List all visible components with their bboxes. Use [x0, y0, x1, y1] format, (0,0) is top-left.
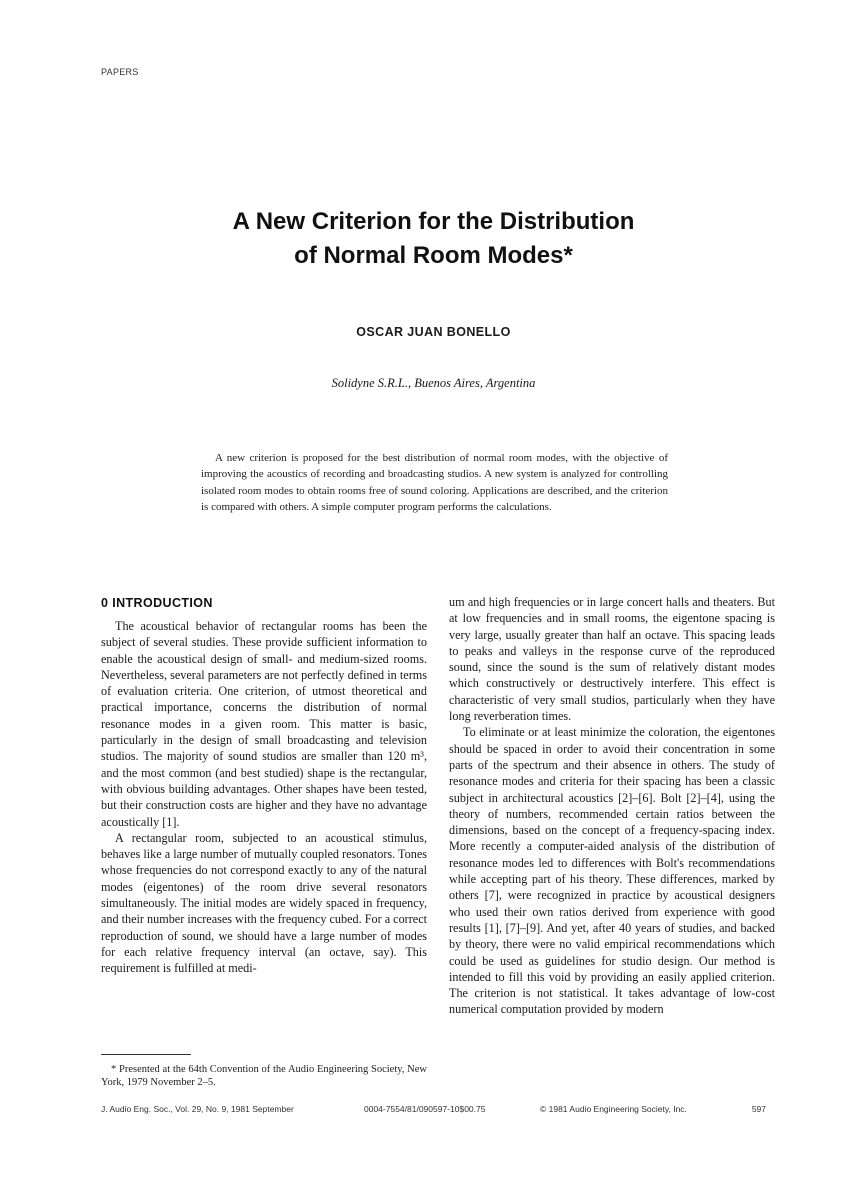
paper-title	[0, 205, 867, 273]
author-name: OSCAR JUAN BONELLO	[356, 325, 511, 339]
footnote-divider	[101, 1054, 191, 1055]
footer-copyright: © 1981 Audio Engineering Society, Inc.	[540, 1104, 687, 1114]
right-column	[449, 594, 775, 1018]
footer-code: 0004-7554/81/090597-10$00.75	[364, 1104, 486, 1114]
paragraph: um and high frequencies or in large concert halls and theaters. But at low frequencies and in small rooms, the eigentone spacing is very large, usually greater than half an octave. This spacing leads to peaks and valleys in the response curve of the reproduced sound, since the sound is the sum of relatively distant modes which constructively or destructively interfere. This effect is characteristic of very small studios, particularly when they have long reverberation times.	[449, 595, 775, 724]
paragraph: A rectangular room, subjected to an acoustical stimulus, behaves like a large number of mutually coupled resonators. Tones whose frequencies do not correspond exactly to any of the natural modes (eigentones) of the room drive several resonators simultaneously. The initial modes are widely spaced in frequency, and their number increases with the frequency cubed. For a correct reproduction of sound, we should have a large number of modes for each relative frequency interval (an octave, say). This requirement is fulfilled at medi-	[101, 830, 427, 976]
title-line-1: A New Criterion for the Distribution	[232, 208, 635, 235]
paragraph: To eliminate or at least minimize the coloration, the eigentones should be spaced in order to avoid their concentration in some parts of the spectrum and their absence in others. The study of resonance modes and criteria for their spacing has been a classic subject in architectural acoustics [2]–[6]. Bolt [2]–[4], using the theory of numbers, recommended certain ratios between the dimensions, based on the concept of a frequency-spacing index. More recently a computer-aided analysis of the distribution of resonance modes led to differences with Bolt's recommendations while accepting part of his theory. These differences, marked by others [7], were recognized in practice by acoustical designers who used their own ratios derived from experience with good results [1], [7]–[9]. And yet, after 40 years of studies, and backed by theory, there were no valid empirical recommendations which could be used as guidelines for studio design. Our method is intended to fill this void by providing an easily applied criterion. The criterion is not statistical. It takes advantage of low-cost numerical computation provided by modern	[449, 725, 775, 1017]
running-header: PAPERS	[101, 67, 139, 77]
author-affiliation: Solidyne S.R.L., Buenos Aires, Argentina	[331, 376, 536, 390]
left-column	[101, 594, 427, 977]
title-line-2: of Normal Room Modes*	[294, 242, 573, 269]
page-number: 597	[751, 1104, 766, 1114]
footer-journal: J. Audio Eng. Soc., Vol. 29, No. 9, 1981 September	[101, 1104, 294, 1114]
paragraph: The acoustical behavior of rectangular rooms has been the subject of several studies. These provide sufficient information to enable the acoustical design of small- and medium-sized rooms. Nevertheless, several parameters are not perfectly defined in terms of evaluation criteria. One criterion, of utmost theoretical and practical importance, concerns the distribution of normal resonance modes in a given room. This matter is basic, particularly in the design of small broadcasting and television studios. The majority of sound studios are smaller than 120 m³, and the most common (and best studied) shape is the rectangular, with obvious building advantages. Other shapes have been tested, but their construction costs are higher and they have no advantage acoustically [1].	[101, 619, 427, 829]
footnote: * Presented at the 64th Convention of the Audio Engineering Society, New York, 1979 November 2–5.	[101, 1064, 427, 1088]
section-heading: 0 INTRODUCTION	[101, 596, 213, 610]
abstract: A new criterion is proposed for the best distribution of normal room modes, with the objective of improving the acoustics of recording and broadcasting studios. A new system is analyzed for controlling isolated room modes to obtain rooms free of sound coloring. Applications are described, and the criterion is compared with others. A simple computer program performs the calculations.	[201, 452, 668, 513]
